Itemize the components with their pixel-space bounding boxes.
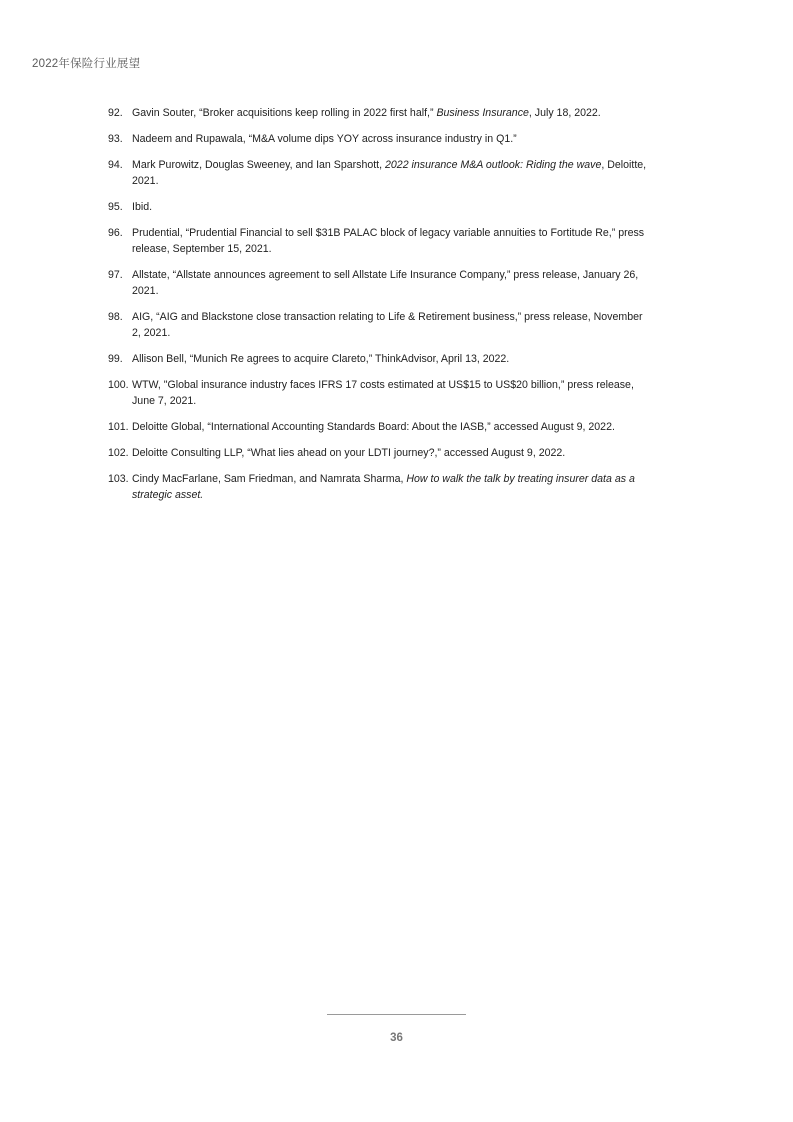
endnote-text: Gavin Souter, “Broker acquisitions keep rolling in 2022 first half,” xyxy=(132,107,437,119)
endnote-number: 103. xyxy=(108,473,129,485)
footer-divider xyxy=(327,1014,466,1015)
endnote-text: Deloitte Global, “International Accounting Standards Board: About the IASB,” accessed August 9, 2022. xyxy=(132,421,615,433)
endnote-item xyxy=(108,199,653,215)
endnote-text: Nadeem and Rupawala, “M&A volume dips YOY across insurance industry in Q1.” xyxy=(132,133,517,145)
endnote-item xyxy=(108,131,653,147)
endnote-title-italic: Business Insurance xyxy=(436,107,529,119)
endnote-number: 98. xyxy=(108,311,123,323)
endnote-number: 99. xyxy=(108,353,123,365)
endnote-number: 94. xyxy=(108,159,123,171)
endnote-number: 93. xyxy=(108,133,123,145)
page-number: 36 xyxy=(390,1032,403,1044)
endnotes-list xyxy=(108,105,653,513)
endnote-text: Prudential, “Prudential Financial to sell $31B PALAC block of legacy variable annuities to Fortitude Re,” press release, September 15, 2021. xyxy=(132,227,645,255)
endnote-item xyxy=(108,267,653,299)
running-header-title: 2022年保险行业展望 xyxy=(32,58,141,70)
endnote-text: Mark Purowitz, Douglas Sweeney, and Ian Sparshott, xyxy=(132,159,386,171)
endnote-item xyxy=(108,377,653,409)
endnote-title-italic: 2022 insurance M&A outlook: Riding the wave xyxy=(385,159,602,171)
endnote-number: 100. xyxy=(108,379,129,391)
endnote-title-italic: How to walk the talk by treating insurer data as a strategic asset. xyxy=(132,473,635,501)
endnote-text: Deloitte Consulting LLP, “What lies ahead on your LDTI journey?,” accessed August 9, 2022. xyxy=(132,447,566,459)
endnote-item xyxy=(108,309,653,341)
endnote-item xyxy=(108,105,653,121)
endnote-item xyxy=(108,419,653,435)
endnote-item xyxy=(108,471,653,503)
endnote-text: Cindy MacFarlane, Sam Friedman, and Namrata Sharma, xyxy=(132,473,407,485)
endnote-text: WTW, "Global insurance industry faces IFRS 17 costs estimated at US$15 to US$20 billion,” press release, June 7, 2021. xyxy=(132,379,634,407)
endnote-item xyxy=(108,225,653,257)
endnote-number: 97. xyxy=(108,269,123,281)
endnote-item xyxy=(108,351,653,367)
endnote-text: Allison Bell, “Munich Re agrees to acquire Clareto,” ThinkAdvisor, April 13, 2022. xyxy=(132,353,510,365)
endnote-text: Ibid. xyxy=(132,201,153,213)
endnote-text: AIG, “AIG and Blackstone close transaction relating to Life & Retirement business,” press release, November 2, 2021. xyxy=(132,311,643,339)
endnote-item xyxy=(108,157,653,189)
endnote-text: Allstate, “Allstate announces agreement to sell Allstate Life Insurance Company,” press release, January 26, 2021. xyxy=(132,269,639,297)
endnote-item xyxy=(108,445,653,461)
endnote-number: 95. xyxy=(108,201,123,213)
endnote-number: 102. xyxy=(108,447,129,459)
endnote-text: , July 18, 2022. xyxy=(528,107,601,119)
endnote-text: , Deloitte, 2021. xyxy=(132,159,647,187)
endnote-number: 96. xyxy=(108,227,123,239)
endnote-number: 92. xyxy=(108,107,123,119)
endnote-number: 101. xyxy=(108,421,129,433)
